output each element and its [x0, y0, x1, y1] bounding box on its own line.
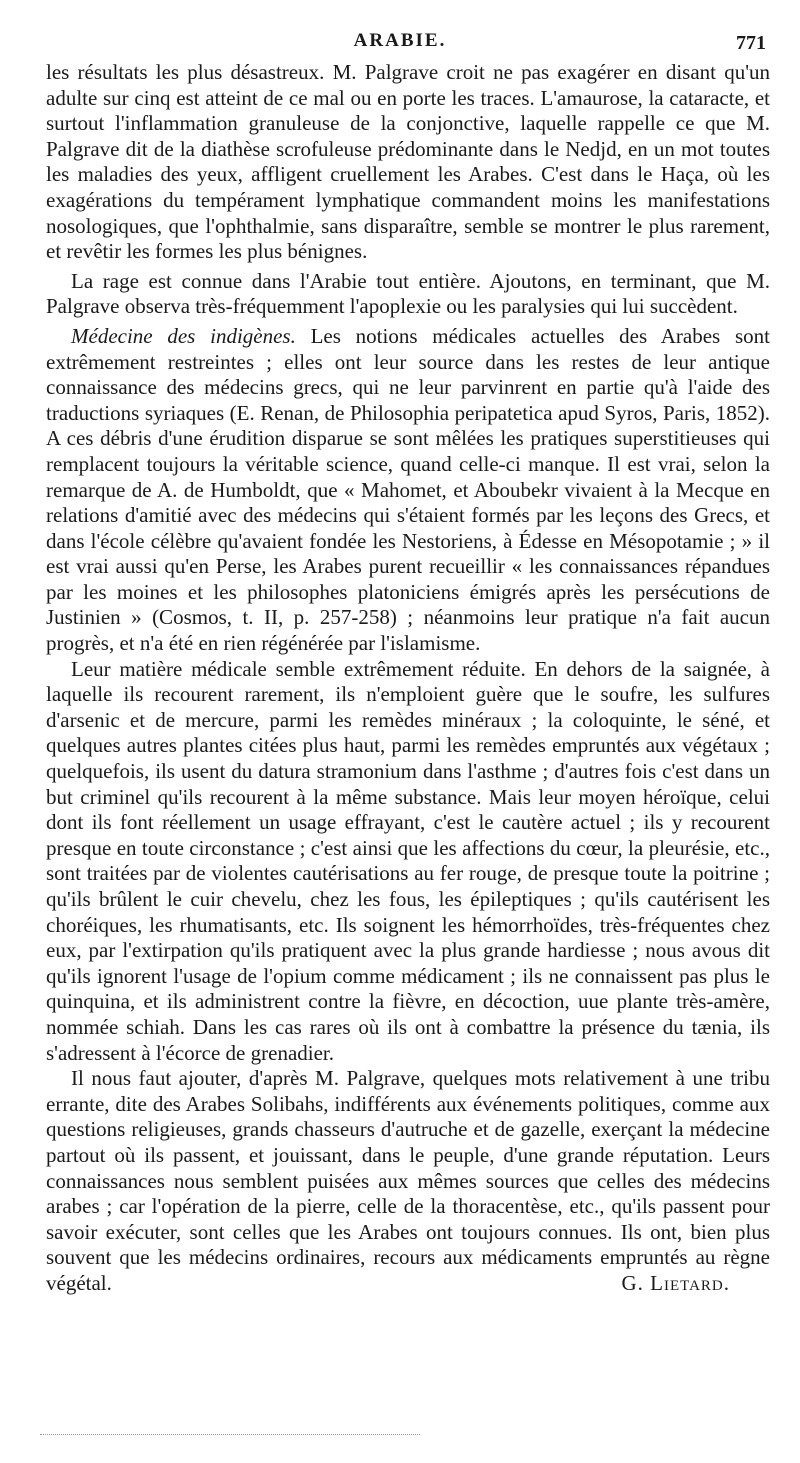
section-lead: Médecine des indigènes.: [71, 323, 296, 348]
paragraph-ophthalmia: [46, 60, 770, 265]
paragraph-matiere-medicale: [46, 657, 770, 1067]
paragraph-medecine-indigenes: [46, 324, 770, 657]
paragraph-text: Il nous faut ajouter, d'après M. Palgrave, quelques mots relativement à une tribu errante, dite des Arabes Solibahs, indifférents aux événements politiques, comme aux questions religieuses, grands chasseurs d'autruche et de gazelle, exerçant la médecine partout où ils passent, et jouissant, dans le peuple, d'une grande réputation. Leurs connaissances nous semblent puisées aux mêmes sources que celles des médecins arabes ; car l'opération de la pierre, celle de la thoracentèse, etc., qu'ils passent pour savoir exécuter, sont celles que les Arabes ont toujours connues. Ils ont, bien plus souvent que les médecins ordinaires, recours aux médicaments empruntés au règne végétal.: [46, 1066, 770, 1295]
paragraph-text: les résultats les plus désastreux. M. Palgrave croit ne pas exagérer en disant qu'un adulte sur cinq est atteint de ce mal ou en porte les traces. L'amaurose, la cataracte, et surtout l'inflammation granuleuse de la conjonctive, laquelle rappelle ce que M. Palgrave dit de la diathèse scrofuleuse prédominante dans le Nedjd, en un mot toutes les maladies des yeux, affligent cruellement les Arabes. C'est dans le Haça, où les exagérations du tempérament lymphatique commandent moins les manifestations nosologiques, que l'ophthalmie, sans disparaître, semble se montrer le plus rarement, et revêtir les formes les plus bénignes.: [46, 60, 770, 264]
paragraph-text: Les notions médicales actuelles des Arabes sont extrêmement restreintes ; elles ont leur source dans les restes de leur antique connaissance des médecins grecs, qui ne leur parvinrent en partie qu'à l'aide des traductions syriaques (E. Renan, de Philosophia peripatetica apud Syros, Paris, 1852). A ces débris d'une érudition disparue se sont mêlées les pratiques superstitieuses qui remplacent toujours la véritable science, quand celle-ci manque. Il est vrai, selon la remarque de A. de Humboldt, que « Mahomet, et Aboubekr vivaient à la Mecque en relations d'amitié avec des médecins qui s'étaient formés par les leçons des Grecs, et dans l'école célèbre qu'avaient fondée les Nestoriens, à Édesse en Mésopotamie ; » il est vrai aussi qu'en Perse, les Arabes purent recueillir « les connaissances répandues par les moines et les philosophes platoniciens émigrés après les persécutions de Justinien » (Cosmos, t. II, p. 257-258) ; néanmoins leur pratique n'a fait aucun progrès, et n'a été en rien régénérée par l'islamisme.: [46, 323, 770, 656]
article-body: [46, 60, 770, 1297]
paragraph-rage: [46, 269, 770, 320]
author-signature: G. Lietard.: [621, 1270, 730, 1295]
footer-rule: [40, 1434, 420, 1435]
page-title: ARABIE.: [353, 30, 447, 51]
paragraph-text: Leur matière médicale semble extrêmement réduite. En dehors de la saignée, à laquelle ils recourent rarement, ils n'emploient guère que le soufre, les sulfures d'arsenic et de mercure, parmi les remèdes minéraux ; la coloquinte, le séné, et quelques autres plantes citées plus haut, parmi les remèdes empruntés aux végétaux ; quelquefois, ils usent du datura stramonium dans l'asthme ; d'autres fois c'est dans un but criminel qu'ils recourent à la même substance. Mais leur moyen héroïque, celui dont ils font réellement un usage effrayant, c'est le cautère actuel ; ils y recourent presque en toute circonstance ; c'est ainsi que les affections du cœur, la pleurésie, etc., sont traitées par de violentes cautérisations au fer rouge, de presque toute la poitrine ; qu'ils brûlent le cuir chevelu, chez les fous, les épileptiques ; qu'ils cautérisent les choréiques, les rhumatisants, etc. Ils soignent les hémorrhoïdes, très-fréquentes chez eux, par l'extirpation qu'ils pratiquent avec la plus grande hardiesse ; nous avous dit qu'ils ignorent l'usage de l'opium comme médicament ; ils ne connaissent pas plus le quinquina, et ils administrent contre la fièvre, en décoction, uue plante très-amère, nommée schiah. Dans les cas rares où ils ont à combattre la présence du tænia, ils s'adressent à l'écorce de grenadier.: [46, 656, 770, 1065]
paragraph-solibahs: [46, 1066, 770, 1296]
paragraph-text: La rage est connue dans l'Arabie tout entière. Ajoutons, en terminant, que M. Palgrave observa très-fréquemment l'apoplexie ou les paralysies qui lui succèdent.: [46, 268, 770, 319]
running-head: [0, 30, 800, 56]
page-number: 771: [736, 32, 766, 54]
